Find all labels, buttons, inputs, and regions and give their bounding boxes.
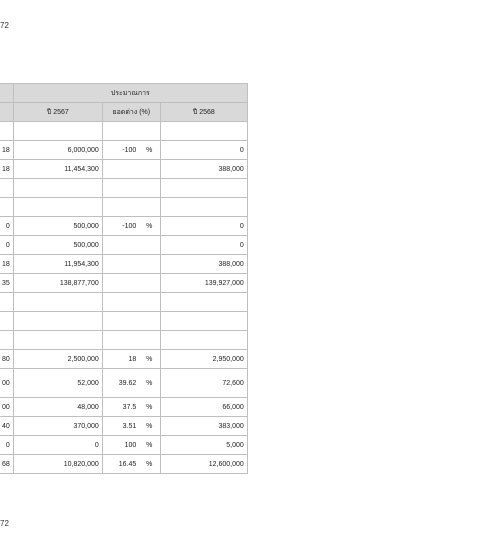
year-2567-cell: 11,954,300 bbox=[13, 255, 102, 274]
prev-year-cell: 35 bbox=[0, 274, 13, 293]
year-2568-cell: 0 bbox=[160, 236, 247, 255]
table-row bbox=[0, 198, 247, 217]
year-2567-cell: 2,500,000 bbox=[13, 350, 102, 369]
table-row bbox=[0, 141, 247, 160]
change-cell bbox=[102, 198, 160, 217]
year-2568-cell: 388,000 bbox=[160, 255, 247, 274]
year-2567-cell: 6,000,000 bbox=[13, 141, 102, 160]
year-2568-cell bbox=[160, 293, 247, 312]
table-row bbox=[0, 255, 247, 274]
change-cell bbox=[102, 141, 160, 160]
year-2568-cell: 388,000 bbox=[160, 160, 247, 179]
prev-year-cell bbox=[0, 331, 13, 350]
table-row bbox=[0, 179, 247, 198]
year-2567-cell: 138,877,700 bbox=[13, 274, 102, 293]
prev-column-header-stub bbox=[0, 84, 13, 103]
year-2567-cell: 48,000 bbox=[13, 398, 102, 417]
year-2568-cell bbox=[160, 122, 247, 141]
table-body bbox=[0, 122, 247, 474]
year-2568-cell: 139,927,000 bbox=[160, 274, 247, 293]
change-cell bbox=[102, 350, 160, 369]
change-percent-sign: % bbox=[146, 441, 153, 449]
table-row bbox=[0, 350, 247, 369]
change-cell bbox=[102, 274, 160, 293]
prev-year-cell bbox=[0, 122, 13, 141]
prev-year-cell bbox=[0, 198, 13, 217]
table-row bbox=[0, 236, 247, 255]
change-cell bbox=[102, 179, 160, 198]
year-2568-cell: 5,000 bbox=[160, 436, 247, 455]
change-value: -100 bbox=[122, 222, 137, 230]
change-cell bbox=[102, 236, 160, 255]
year-2567-cell bbox=[13, 122, 102, 141]
year-2568-cell: 66,000 bbox=[160, 398, 247, 417]
year-2568-cell bbox=[160, 312, 247, 331]
year-2568-cell bbox=[160, 179, 247, 198]
change-cell bbox=[102, 312, 160, 331]
year-2567-cell: 0 bbox=[13, 436, 102, 455]
table-row bbox=[0, 274, 247, 293]
change-value: 39.62 bbox=[118, 379, 137, 387]
prev-year-cell: 68 bbox=[0, 455, 13, 474]
change-value: 37.5 bbox=[122, 403, 137, 411]
prev-year-cell bbox=[0, 293, 13, 312]
change-percent-sign: % bbox=[146, 422, 153, 430]
table-row bbox=[0, 160, 247, 179]
prev-year-cell: 40 bbox=[0, 417, 13, 436]
table-row bbox=[0, 331, 247, 350]
prev-year-cell bbox=[0, 312, 13, 331]
year-2567-cell bbox=[13, 312, 102, 331]
year-2568-cell: 383,000 bbox=[160, 417, 247, 436]
change-percent-sign: % bbox=[146, 222, 153, 230]
prev-year-cell: 0 bbox=[0, 436, 13, 455]
year-2568-header: ปี 2568 bbox=[160, 103, 247, 122]
table-row bbox=[0, 217, 247, 236]
change-cell bbox=[102, 398, 160, 417]
prev-year-cell: 18 bbox=[0, 160, 13, 179]
change-value: 18 bbox=[128, 355, 137, 363]
year-2567-header: ปี 2567 bbox=[13, 103, 102, 122]
table-row bbox=[0, 398, 247, 417]
year-2568-cell: 0 bbox=[160, 217, 247, 236]
change-cell bbox=[102, 369, 160, 398]
year-2567-cell bbox=[13, 293, 102, 312]
change-cell bbox=[102, 293, 160, 312]
page-number-bottom: 72 bbox=[0, 519, 9, 528]
change-percent-header: ยอดต่าง (%) bbox=[102, 103, 160, 122]
table-row bbox=[0, 417, 247, 436]
change-value: 3.51 bbox=[122, 422, 137, 430]
year-2567-cell bbox=[13, 331, 102, 350]
change-percent-sign: % bbox=[146, 355, 153, 363]
table-row bbox=[0, 312, 247, 331]
year-2567-cell: 11,454,300 bbox=[13, 160, 102, 179]
page-number-top: 72 bbox=[0, 21, 9, 30]
table-row bbox=[0, 122, 247, 141]
prev-year-cell: 00 bbox=[0, 398, 13, 417]
year-2568-cell: 12,600,000 bbox=[160, 455, 247, 474]
prev-year-cell bbox=[0, 179, 13, 198]
change-percent-sign: % bbox=[146, 403, 153, 411]
change-cell bbox=[102, 160, 160, 179]
change-cell bbox=[102, 455, 160, 474]
year-2567-cell: 52,000 bbox=[13, 369, 102, 398]
year-2567-cell bbox=[13, 198, 102, 217]
prev-year-cell: 18 bbox=[0, 141, 13, 160]
change-cell bbox=[102, 417, 160, 436]
change-percent-sign: % bbox=[146, 460, 153, 468]
change-cell bbox=[102, 255, 160, 274]
budget-estimate-table bbox=[0, 83, 248, 474]
change-value: -100 bbox=[122, 146, 137, 154]
table-row bbox=[0, 369, 247, 398]
prev-year-cell: 18 bbox=[0, 255, 13, 274]
prev-year-cell: 80 bbox=[0, 350, 13, 369]
prev-column-header bbox=[0, 103, 13, 122]
change-value: 16.45 bbox=[118, 460, 137, 468]
year-2568-cell: 0 bbox=[160, 141, 247, 160]
prev-year-cell: 0 bbox=[0, 236, 13, 255]
change-percent-sign: % bbox=[146, 146, 153, 154]
year-2568-cell bbox=[160, 198, 247, 217]
table-row bbox=[0, 455, 247, 474]
table-row bbox=[0, 436, 247, 455]
change-percent-sign: % bbox=[146, 379, 153, 387]
year-2568-cell: 72,600 bbox=[160, 369, 247, 398]
year-2567-cell bbox=[13, 179, 102, 198]
change-cell bbox=[102, 122, 160, 141]
change-value: 100 bbox=[124, 441, 137, 449]
change-cell bbox=[102, 331, 160, 350]
estimate-group-header: ประมาณการ bbox=[13, 84, 247, 103]
change-cell bbox=[102, 217, 160, 236]
year-2567-cell: 370,000 bbox=[13, 417, 102, 436]
change-cell bbox=[102, 436, 160, 455]
prev-year-cell: 0 bbox=[0, 217, 13, 236]
table-row bbox=[0, 293, 247, 312]
prev-year-cell: 00 bbox=[0, 369, 13, 398]
year-2567-cell: 500,000 bbox=[13, 217, 102, 236]
year-2567-cell: 500,000 bbox=[13, 236, 102, 255]
year-2568-cell: 2,950,000 bbox=[160, 350, 247, 369]
year-2567-cell: 10,820,000 bbox=[13, 455, 102, 474]
year-2568-cell bbox=[160, 331, 247, 350]
